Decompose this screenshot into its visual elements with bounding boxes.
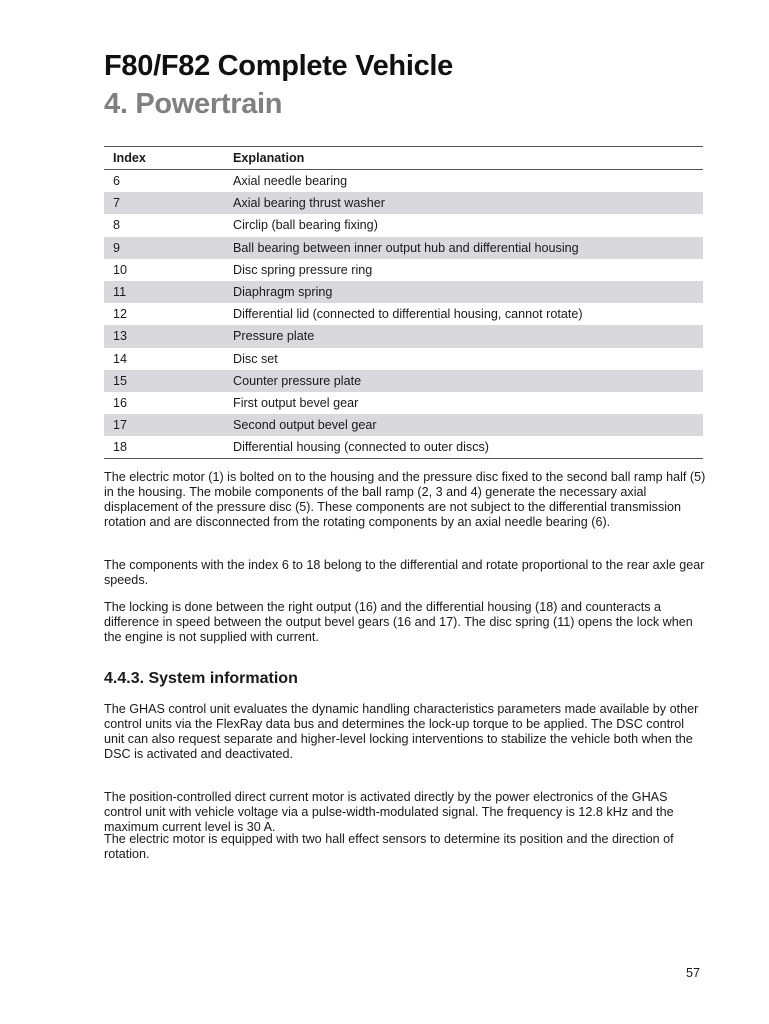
- row-index: 18: [104, 436, 233, 459]
- row-explanation: Disc set: [233, 351, 278, 366]
- paragraph-electric-motor: The electric motor (1) is bolted on to the housing and the pressure disc fixed to the second ball ramp half (5) in the housing. The mobile components of the ball ramp (2, 3 and 4) generate the necessary axial displacement of the pressure disc (5). These components are not subject to the differential transmission rotation and are disconnected from the rotating components by an axial needle bearing (6).: [104, 470, 706, 529]
- row-explanation: Differential housing (connected to outer discs): [233, 436, 703, 459]
- paragraph-components: The components with the index 6 to 18 belong to the differential and rotate proportional to the rear axle gear speeds.: [104, 558, 705, 587]
- paragraph-locking: The locking is done between the right output (16) and the differential housing (18) and counteracts a difference in speed between the output bevel gears (16 and 17). The disc spring (11) opens the lock when the engine is not supplied with current.: [104, 600, 693, 644]
- table-row: [104, 214, 703, 236]
- chapter-title: 4. Powertrain: [104, 88, 283, 120]
- row-explanation: Axial needle bearing: [233, 174, 348, 189]
- row-index: 12: [113, 307, 128, 322]
- page-number: 57: [686, 966, 701, 980]
- column-header-index: Index: [104, 147, 233, 170]
- row-index: 8: [113, 218, 121, 233]
- table-row: [104, 370, 703, 392]
- row-index: 11: [104, 281, 233, 303]
- table-row: [104, 303, 703, 325]
- row-index: 9: [104, 237, 233, 259]
- row-index: 10: [113, 262, 128, 277]
- row-explanation: Disc spring pressure ring: [233, 262, 373, 277]
- index-table: [104, 146, 703, 459]
- row-explanation: Diaphragm spring: [233, 281, 703, 303]
- row-index: 6: [113, 174, 121, 189]
- row-explanation: Pressure plate: [233, 325, 703, 347]
- row-explanation: Axial bearing thrust washer: [233, 192, 703, 214]
- table-row: [104, 259, 703, 281]
- row-index: 16: [113, 395, 128, 410]
- table-row: [104, 281, 703, 303]
- table-row: [104, 348, 703, 370]
- table-row: [104, 192, 703, 214]
- row-index: 14: [113, 351, 128, 366]
- table-row: [104, 436, 703, 459]
- table-row: [104, 170, 703, 193]
- section-heading: 4.4.3. System information: [104, 670, 298, 687]
- table-row: [104, 392, 703, 414]
- row-explanation: Circlip (ball bearing fixing): [233, 218, 378, 233]
- row-explanation: Ball bearing between inner output hub and differential housing: [233, 237, 703, 259]
- paragraph-ghas-control-unit: The GHAS control unit evaluates the dynamic handling characteristics parameters made available by other control units via the FlexRay data bus and determines the lock-up torque to be applied. The DSC control unit can also request separate and higher-level locking interventions to stabilize the vehicle both when the DSC is activated and deactivated.: [104, 702, 699, 761]
- row-index: 7: [104, 192, 233, 214]
- row-explanation: Second output bevel gear: [233, 414, 703, 436]
- row-index: 13: [104, 325, 233, 347]
- table-row: [104, 325, 703, 347]
- row-explanation: First output bevel gear: [233, 395, 359, 410]
- column-header-explanation: Explanation: [233, 147, 703, 170]
- table-header-row: [104, 147, 703, 170]
- paragraph-hall-sensors: The electric motor is equipped with two hall effect sensors to determine its position and the direction of rotation.: [104, 832, 674, 861]
- paragraph-dc-motor: The position-controlled direct current motor is activated directly by the power electronics of the GHAS control unit with vehicle voltage via a pulse-width-modulated signal. The frequency is 12.8 kHz and the maximum current level is 30 A.: [104, 790, 674, 834]
- row-index: 17: [104, 414, 233, 436]
- row-explanation: Differential lid (connected to differential housing, cannot rotate): [233, 307, 583, 322]
- row-explanation: Counter pressure plate: [233, 370, 703, 392]
- table-row: [104, 414, 703, 436]
- row-index: 15: [104, 370, 233, 392]
- document-title: F80/F82 Complete Vehicle: [104, 50, 453, 82]
- table-row: [104, 237, 703, 259]
